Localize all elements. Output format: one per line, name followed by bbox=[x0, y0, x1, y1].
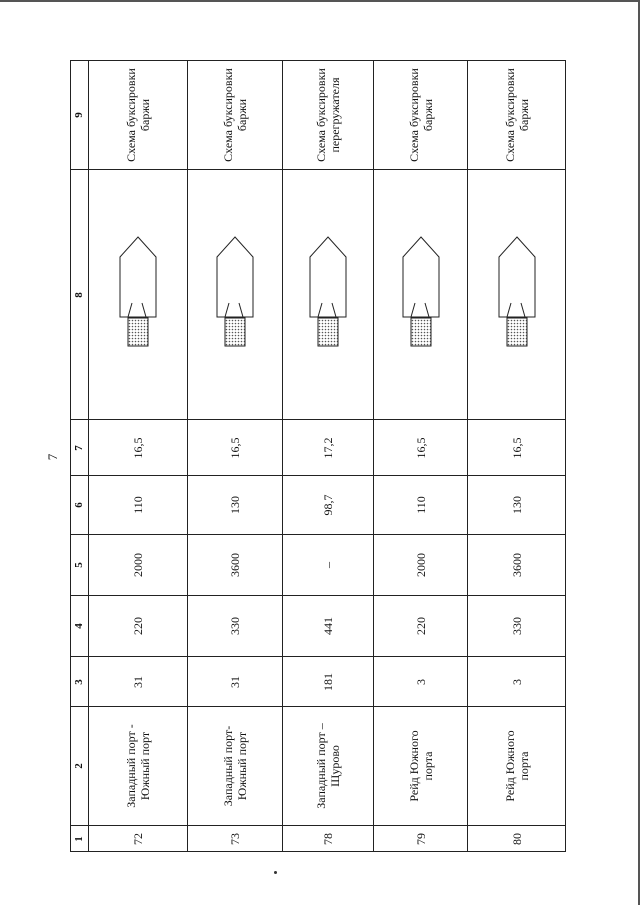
cell-text: 2000 bbox=[413, 553, 428, 577]
row-79-col-3 bbox=[374, 657, 468, 707]
cell-text: 9 bbox=[73, 111, 85, 118]
cell-text: 72 bbox=[131, 833, 145, 845]
row-78-col-4 bbox=[283, 596, 374, 657]
cell-text: 16,5 bbox=[131, 437, 145, 458]
row-79-col-1 bbox=[374, 826, 468, 852]
cell-text: Западный порт - Южный порт bbox=[124, 724, 152, 808]
cell-text: Схема буксировки перегружателя bbox=[314, 67, 342, 162]
cell-text: Схема буксировки баржи bbox=[124, 67, 152, 162]
cell-text: 330 bbox=[510, 617, 524, 635]
cell-text: Рейд Южного порта bbox=[503, 730, 531, 802]
cell-text: Схема буксировки баржи bbox=[221, 67, 249, 162]
cell-text: Схема буксировки баржи bbox=[503, 67, 531, 162]
header-cell-8 bbox=[70, 170, 89, 420]
cell-text: 8 bbox=[73, 291, 85, 298]
header-cell-1 bbox=[70, 826, 89, 852]
cell-text: 79 bbox=[413, 833, 428, 845]
row-78-col-5 bbox=[283, 535, 374, 596]
row-79-col-7 bbox=[374, 420, 468, 476]
cell-text: 16,5 bbox=[413, 437, 428, 458]
row-78-col-3 bbox=[283, 657, 374, 707]
cell-text: 2000 bbox=[131, 553, 145, 577]
row-80-col-2 bbox=[468, 707, 566, 826]
row-73-col-3 bbox=[188, 657, 283, 707]
cell-text: 220 bbox=[413, 617, 428, 635]
cell-text: 330 bbox=[228, 617, 242, 635]
row-78-col-1 bbox=[283, 826, 374, 852]
cell-text: 220 bbox=[131, 617, 145, 635]
cell-text: 181 bbox=[321, 672, 335, 691]
cell-text: 3 bbox=[413, 678, 428, 685]
row-79-col-5 bbox=[374, 535, 468, 596]
cell-text: 17,2 bbox=[321, 437, 335, 458]
row-73-col-6 bbox=[188, 476, 283, 535]
row-80-col-5 bbox=[468, 535, 566, 596]
row-73-col-4 bbox=[188, 596, 283, 657]
row-79-col-2 bbox=[374, 707, 468, 826]
row-78-col-9 bbox=[283, 60, 374, 170]
row-72-col-8 bbox=[89, 170, 188, 420]
row-72-col-9 bbox=[89, 60, 188, 170]
cell-text: Западный порт- Южный порт bbox=[221, 725, 249, 807]
page-number: 7 bbox=[45, 453, 60, 461]
cell-text: 31 bbox=[228, 675, 242, 688]
row-79-col-9 bbox=[374, 60, 468, 170]
barge-tow-scheme-icon bbox=[116, 235, 160, 355]
cell-text: 31 bbox=[131, 675, 145, 688]
cell-text: Схема буксировки баржи bbox=[406, 67, 435, 162]
row-80-col-1 bbox=[468, 826, 566, 852]
row-72-col-1 bbox=[89, 826, 188, 852]
row-80-col-9 bbox=[468, 60, 566, 170]
cell-text: 98,7 bbox=[321, 494, 335, 516]
cell-text: 3 bbox=[510, 678, 524, 685]
header-cell-7 bbox=[70, 420, 89, 476]
cell-text: 2 bbox=[73, 763, 85, 769]
header-cell-6 bbox=[70, 476, 89, 535]
cell-text: 78 bbox=[321, 833, 335, 845]
row-78-col-8 bbox=[283, 170, 374, 420]
row-73-col-9 bbox=[188, 60, 283, 170]
row-80-col-7 bbox=[468, 420, 566, 476]
row-79-col-8 bbox=[374, 170, 468, 420]
row-80-col-4 bbox=[468, 596, 566, 657]
cell-text: Рейд Южного порта bbox=[406, 730, 435, 802]
row-78-col-7 bbox=[283, 420, 374, 476]
cell-text: 3600 bbox=[228, 553, 242, 577]
row-72-col-2 bbox=[89, 707, 188, 826]
cell-text: 6 bbox=[73, 502, 85, 508]
cell-text: Западный порт – Щурово bbox=[314, 723, 342, 809]
row-78-col-2 bbox=[283, 707, 374, 826]
header-cell-2 bbox=[70, 707, 89, 826]
cell-text: 110 bbox=[131, 496, 145, 514]
row-73-col-5 bbox=[188, 535, 283, 596]
row-72-col-3 bbox=[89, 657, 188, 707]
cell-text: 130 bbox=[228, 496, 242, 514]
header-cell-3 bbox=[70, 657, 89, 707]
row-73-col-2 bbox=[188, 707, 283, 826]
row-79-col-4 bbox=[374, 596, 468, 657]
cell-text: 130 bbox=[510, 496, 524, 514]
cell-text: 110 bbox=[413, 496, 428, 514]
header-cell-4 bbox=[70, 596, 89, 657]
row-80-col-3 bbox=[468, 657, 566, 707]
row-80-col-6 bbox=[468, 476, 566, 535]
row-72-col-4 bbox=[89, 596, 188, 657]
barge-tow-scheme-icon bbox=[399, 235, 443, 355]
cell-text: 5 bbox=[73, 562, 85, 568]
row-78-col-6 bbox=[283, 476, 374, 535]
barge-tow-scheme-icon bbox=[213, 235, 257, 355]
cell-text: 3600 bbox=[510, 553, 524, 577]
cell-text: 1 bbox=[73, 836, 85, 842]
cell-text: – bbox=[321, 562, 335, 568]
row-79-col-6 bbox=[374, 476, 468, 535]
cell-text: 3 bbox=[73, 678, 85, 685]
cell-text: 441 bbox=[321, 617, 335, 635]
cell-text: 16,5 bbox=[228, 437, 242, 458]
barge-tow-scheme-icon bbox=[495, 235, 539, 355]
header-cell-5 bbox=[70, 535, 89, 596]
row-73-col-1 bbox=[188, 826, 283, 852]
header-cell-9 bbox=[70, 60, 89, 170]
row-72-col-5 bbox=[89, 535, 188, 596]
row-73-col-7 bbox=[188, 420, 283, 476]
row-72-col-7 bbox=[89, 420, 188, 476]
row-73-col-8 bbox=[188, 170, 283, 420]
row-80-col-8 bbox=[468, 170, 566, 420]
cell-text: 4 bbox=[73, 623, 85, 629]
cell-text: 16,5 bbox=[510, 437, 524, 458]
barge-tow-scheme-icon bbox=[306, 235, 350, 355]
cell-text: 80 bbox=[510, 833, 524, 845]
cell-text: 7 bbox=[73, 444, 85, 451]
cell-text: 73 bbox=[228, 833, 242, 845]
row-72-col-6 bbox=[89, 476, 188, 535]
